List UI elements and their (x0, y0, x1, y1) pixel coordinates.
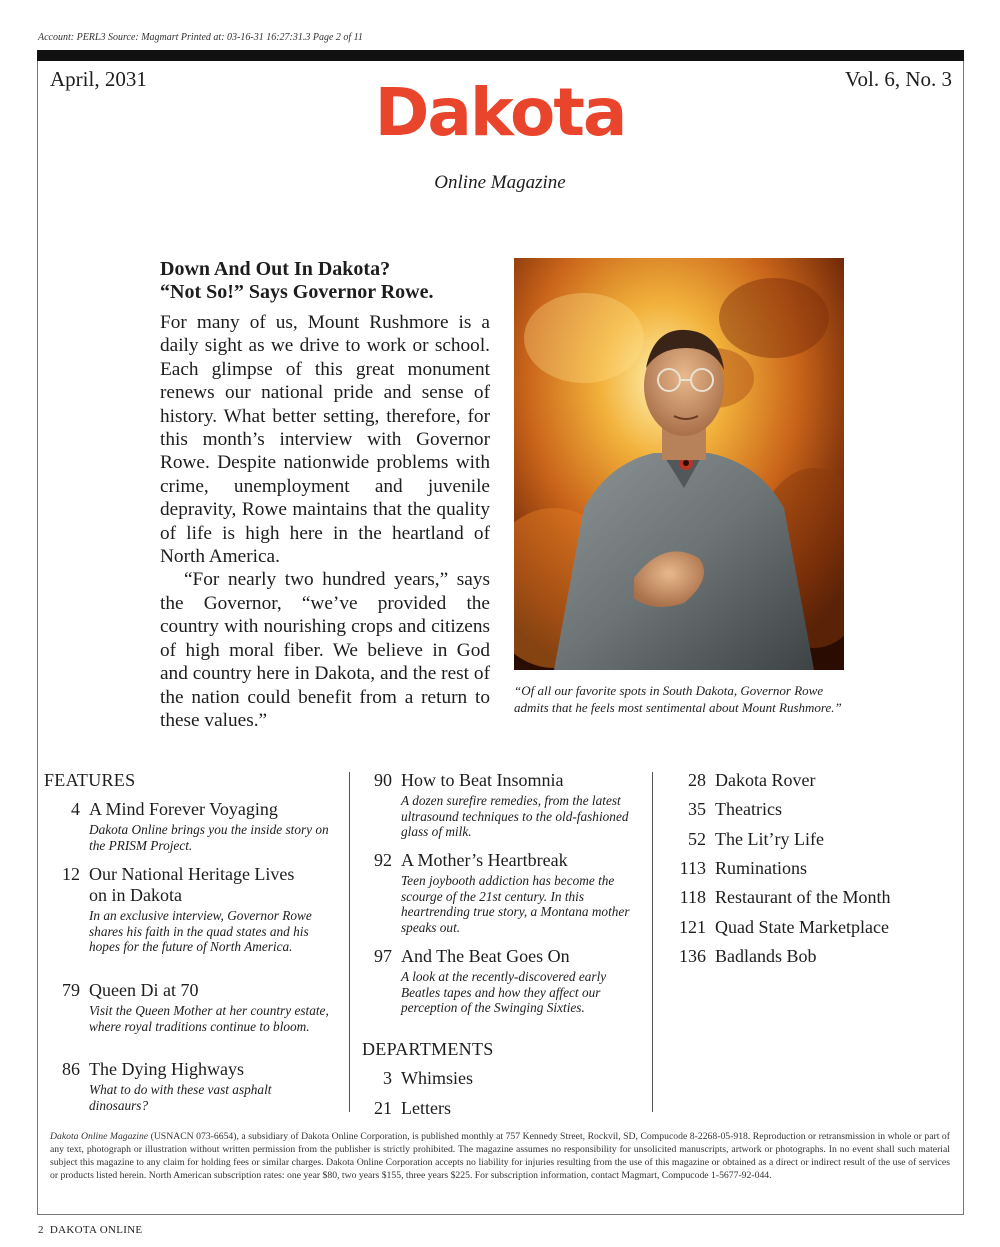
toc-page: 92 (374, 850, 392, 870)
toc-page: 118 (679, 887, 706, 907)
departments-heading: DEPARTMENTS (362, 1039, 494, 1059)
toc-entry[interactable] (659, 946, 959, 967)
publication-fine-print (50, 1131, 950, 1183)
column-divider-2 (652, 772, 653, 1112)
toc-page: 52 (688, 829, 706, 849)
toc-page: 12 (62, 864, 80, 884)
toc-entry[interactable] (356, 770, 646, 840)
toc-page: 97 (374, 946, 392, 966)
toc-entry[interactable] (659, 829, 959, 850)
toc-title: Quad State Marketplace (715, 917, 889, 937)
features-heading: FEATURES (44, 770, 136, 790)
toc-page: 86 (62, 1059, 80, 1079)
footer-label: DAKOTA ONLINE (49, 1224, 143, 1236)
toc-title: Theatrics (715, 799, 782, 819)
toc-entry[interactable] (659, 770, 959, 791)
toc-title: Queen Di at 70 (89, 980, 199, 1000)
toc-page: 35 (688, 799, 706, 819)
toc-title: Ruminations (715, 858, 808, 878)
toc-page: 3 (383, 1068, 392, 1088)
toc-entry[interactable] (356, 1098, 646, 1119)
print-header: Account: PERL3 Source: Magmart Printed at: 03-16-31 16:27:31.3 Page 2 of 11 (38, 32, 363, 43)
toc-page: 136 (679, 946, 706, 966)
issue-volume: Vol. 6, No. 3 (845, 67, 952, 91)
toc-page: 90 (374, 770, 392, 790)
toc-page: 28 (688, 770, 706, 790)
fine-print-text: (USNACN 073-6654), a subsidiary of Dakota Online Corporation, is published monthly at 757 Kennedy Street, Rockvil, SD, Compucode 8-2268-05-918. Reproduction or retransmission in whole or part of any text, photograph or illustration without written permission from the publisher is strictly prohibited. The magazine assumes no responsibility for unsolicited manuscripts, artwork or photographs. In no event shall such material subject this magazine to any claim for holding fees or similar charges. Dakota Online Corporation accepts no liability for injuries resulting from the use of this magazine or obtained as a direct or indirect result of the use of services or products listed herein. North American subscription rates: one year $80, two years $155, three years $225. For subscription information, contact Magmart, Compucode 1-5677-92-044. (50, 1131, 950, 1181)
toc-page: 113 (679, 858, 706, 878)
story-paragraph-1: For many of us, Mount Rushmore is a daily sight as we drive to work or school. Each glimpse of this great monument renews our national pride and sense of history. What better setting, therefore, for this month’s interview with Governor Rowe. Despite nationwide problems with crime, unemployment and juvenile depravity, Rowe maintains that the quality of life is high here in the heartland of North America. (160, 312, 490, 568)
photo-caption: “Of all our favorite spots in South Dakota, Governor Rowe admits that he feels most sentimental about Mount Rushmore.” (514, 683, 842, 715)
toc-page: 4 (71, 799, 80, 819)
toc-title: Letters (401, 1098, 451, 1118)
headline-line-2: “Not So!” Says Governor Rowe. (160, 281, 434, 303)
toc-entry[interactable] (659, 917, 959, 938)
toc-title: Whimsies (401, 1068, 473, 1088)
toc-title: Restaurant of the Month (715, 887, 891, 907)
publication-name: Dakota Online Magazine (50, 1131, 149, 1142)
toc-entry[interactable] (659, 858, 959, 879)
toc-description: In an exclusive interview, Governor Rowe shares his faith in the quad states and his hopes for the future of North America. (89, 908, 312, 954)
governor-photo (514, 258, 844, 670)
toc-entry[interactable] (44, 980, 344, 1034)
toc-description: What to do with these vast asphalt dinosaurs? (89, 1082, 272, 1113)
toc-title: A Mother’s Heartbreak (401, 850, 568, 870)
column-divider-1 (349, 772, 350, 1112)
toc-description: Dakota Online brings you the inside story on the PRISM Project. (89, 822, 329, 853)
story-paragraph-2: “For nearly two hundred years,” says the Governor, “we’ve provided the country with nourishing crops and citizens of high moral fiber. We believe in God and country here in Dakota, and the rest of the nation could benefit from a return to these values.” (160, 569, 490, 731)
issue-date: April, 2031 (50, 67, 147, 91)
cover-story-body (160, 311, 490, 732)
page-footer (38, 1224, 142, 1236)
toc-description: Teen joybooth addiction has become the scourge of the 21st century. In this heartrending true story, a Montana mother speaks out. (401, 873, 630, 935)
footer-page-number: 2 (38, 1224, 44, 1236)
frame-right (963, 61, 964, 1215)
toc-title: Badlands Bob (715, 946, 817, 966)
toc-entry[interactable] (44, 1059, 344, 1113)
cover-headline (160, 258, 500, 304)
toc-description: Visit the Queen Mother at her country estate, where royal traditions continue to bloom. (89, 1003, 329, 1034)
toc-entry[interactable] (356, 946, 646, 1016)
toc-title: Dakota Rover (715, 770, 816, 790)
toc-page: 121 (679, 917, 706, 937)
toc-entry[interactable] (659, 887, 959, 908)
toc-entry[interactable] (44, 799, 344, 853)
frame-bottom (37, 1214, 964, 1215)
headline-line-1: Down And Out In Dakota? (160, 258, 391, 280)
masthead-title: Dakota (374, 74, 626, 151)
toc-title: How to Beat Insomnia (401, 770, 564, 790)
toc-description: A dozen surefire remedies, from the latest ultrasound techniques to the old-fashioned glass of milk. (401, 793, 629, 839)
toc-entry[interactable] (44, 864, 344, 955)
toc-title: Our National Heritage Lives on in Dakota (89, 864, 295, 905)
frame-left (37, 61, 38, 1215)
toc-title: The Lit’ry Life (715, 829, 824, 849)
toc-page: 21 (374, 1098, 392, 1118)
masthead-subtitle: Online Magazine (434, 172, 566, 193)
toc-description: A look at the recently-discovered early Beatles tapes and how they affect our perception of the Swinging Sixties. (401, 969, 607, 1015)
toc-entry[interactable] (659, 799, 959, 820)
toc-title: The Dying Highways (89, 1059, 244, 1079)
toc-entry[interactable] (356, 850, 646, 935)
toc-entry[interactable] (356, 1068, 646, 1089)
toc-title: And The Beat Goes On (401, 946, 570, 966)
top-rule (37, 50, 964, 61)
toc-page: 79 (62, 980, 80, 1000)
toc-title: A Mind Forever Voyaging (89, 799, 278, 819)
